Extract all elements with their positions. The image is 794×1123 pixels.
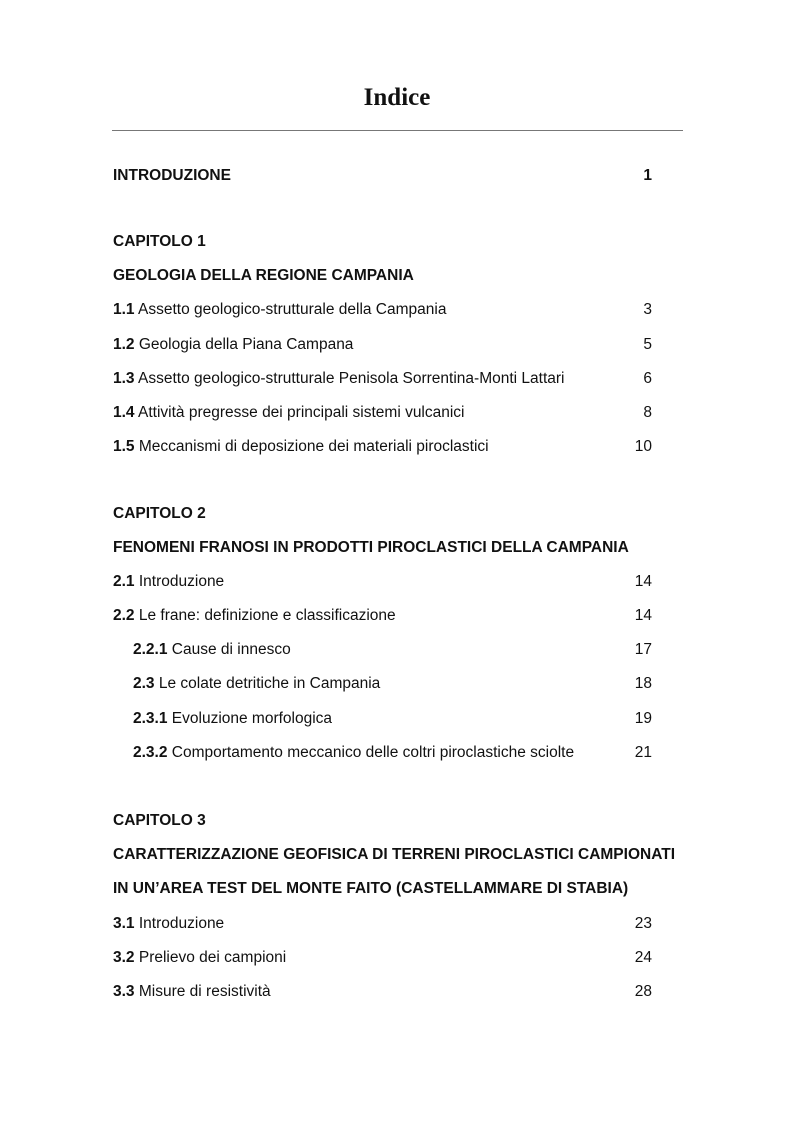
entry-page: 5 [643, 336, 652, 353]
entry-page: 14 [634, 607, 652, 624]
entry-text: Le colate detritiche in Campania [154, 675, 381, 692]
entry-number: 2.3 [133, 675, 155, 692]
title-divider [112, 130, 683, 131]
toc-entry[interactable] [113, 571, 652, 593]
entry-text: Assetto geologico-strutturale Penisola Sorrentina-Monti Lattari [134, 370, 565, 387]
entry-page: 10 [634, 438, 652, 455]
toc-entry[interactable] [113, 913, 652, 935]
entry-number: 1.4 [113, 404, 135, 421]
entry-text: Evoluzione morfologica [167, 710, 333, 727]
entry-text: Introduzione [134, 573, 225, 590]
entry-page: 17 [634, 641, 652, 658]
entry-page: 3 [643, 301, 652, 318]
entry-page: 6 [643, 370, 652, 387]
entry-number: 1.5 [113, 438, 135, 455]
chapter-label: CAPITOLO 3 [113, 812, 206, 829]
chapter-title: FENOMENI FRANOSI IN PRODOTTI PIROCLASTICI DELLA CAMPANIA [113, 539, 629, 556]
entry-text: Meccanismi di deposizione dei materiali piroclastici [134, 438, 489, 455]
entry-number: 3.3 [113, 983, 135, 1000]
toc-entry[interactable] [113, 402, 652, 424]
entry-page: 24 [634, 949, 652, 966]
toc-entry[interactable] [113, 334, 652, 356]
toc-entry[interactable] [113, 947, 652, 969]
toc-subentry[interactable] [133, 742, 652, 764]
toc-entry[interactable] [113, 299, 652, 321]
entry-page: 8 [643, 404, 652, 421]
entry-text: Cause di innesco [167, 641, 291, 658]
entry-page: 23 [634, 915, 652, 932]
entry-number: 1.2 [113, 336, 135, 353]
entry-text: Attività pregresse dei principali sistemi vulcanici [134, 404, 465, 421]
entry-page: 14 [634, 573, 652, 590]
entry-text: Assetto geologico-strutturale della Campania [134, 301, 447, 318]
entry-number: 2.3.1 [133, 710, 168, 727]
entry-number: 2.3.2 [133, 744, 168, 761]
entry-number: 3.2 [113, 949, 135, 966]
entry-page: 19 [634, 710, 652, 727]
entry-label: INTRODUZIONE [113, 167, 231, 184]
entry-text: Misure di resistività [134, 983, 271, 1000]
entry-text: Comportamento meccanico delle coltri piroclastiche sciolte [167, 744, 575, 761]
entry-text: Prelievo dei campioni [134, 949, 287, 966]
toc-subentry[interactable] [133, 639, 652, 661]
entry-number: 2.1 [113, 573, 135, 590]
entry-page: 1 [643, 167, 652, 184]
chapter-title: GEOLOGIA DELLA REGIONE CAMPANIA [113, 267, 414, 284]
entry-page: 18 [634, 675, 652, 692]
chapter-title: CARATTERIZZAZIONE GEOFISICA DI TERRENI PIROCLASTICI CAMPIONATI [113, 846, 676, 863]
entry-text: Le frane: definizione e classificazione [134, 607, 396, 624]
entry-number: 2.2 [113, 607, 135, 624]
entry-number: 1.1 [113, 301, 135, 318]
toc-entry-introduzione[interactable] [113, 165, 652, 187]
toc-entry[interactable] [113, 436, 652, 458]
entry-page: 28 [634, 983, 652, 1000]
toc-subentry[interactable] [133, 673, 652, 695]
toc-subentry[interactable] [133, 708, 652, 730]
entry-text: Geologia della Piana Campana [134, 336, 354, 353]
toc-entry[interactable] [113, 368, 652, 390]
chapter-label: CAPITOLO 1 [113, 233, 206, 250]
entry-number: 2.2.1 [133, 641, 168, 658]
page-title: Indice [363, 84, 431, 111]
toc-entry[interactable] [113, 981, 652, 1003]
chapter-label: CAPITOLO 2 [113, 505, 206, 522]
chapter-title-continued: IN UN’AREA TEST DEL MONTE FAITO (CASTELLAMMARE DI STABIA) [113, 880, 629, 897]
entry-page: 21 [634, 744, 652, 761]
entry-number: 3.1 [113, 915, 135, 932]
toc-entry[interactable] [113, 605, 652, 627]
entry-text: Introduzione [134, 915, 225, 932]
entry-number: 1.3 [113, 370, 135, 387]
